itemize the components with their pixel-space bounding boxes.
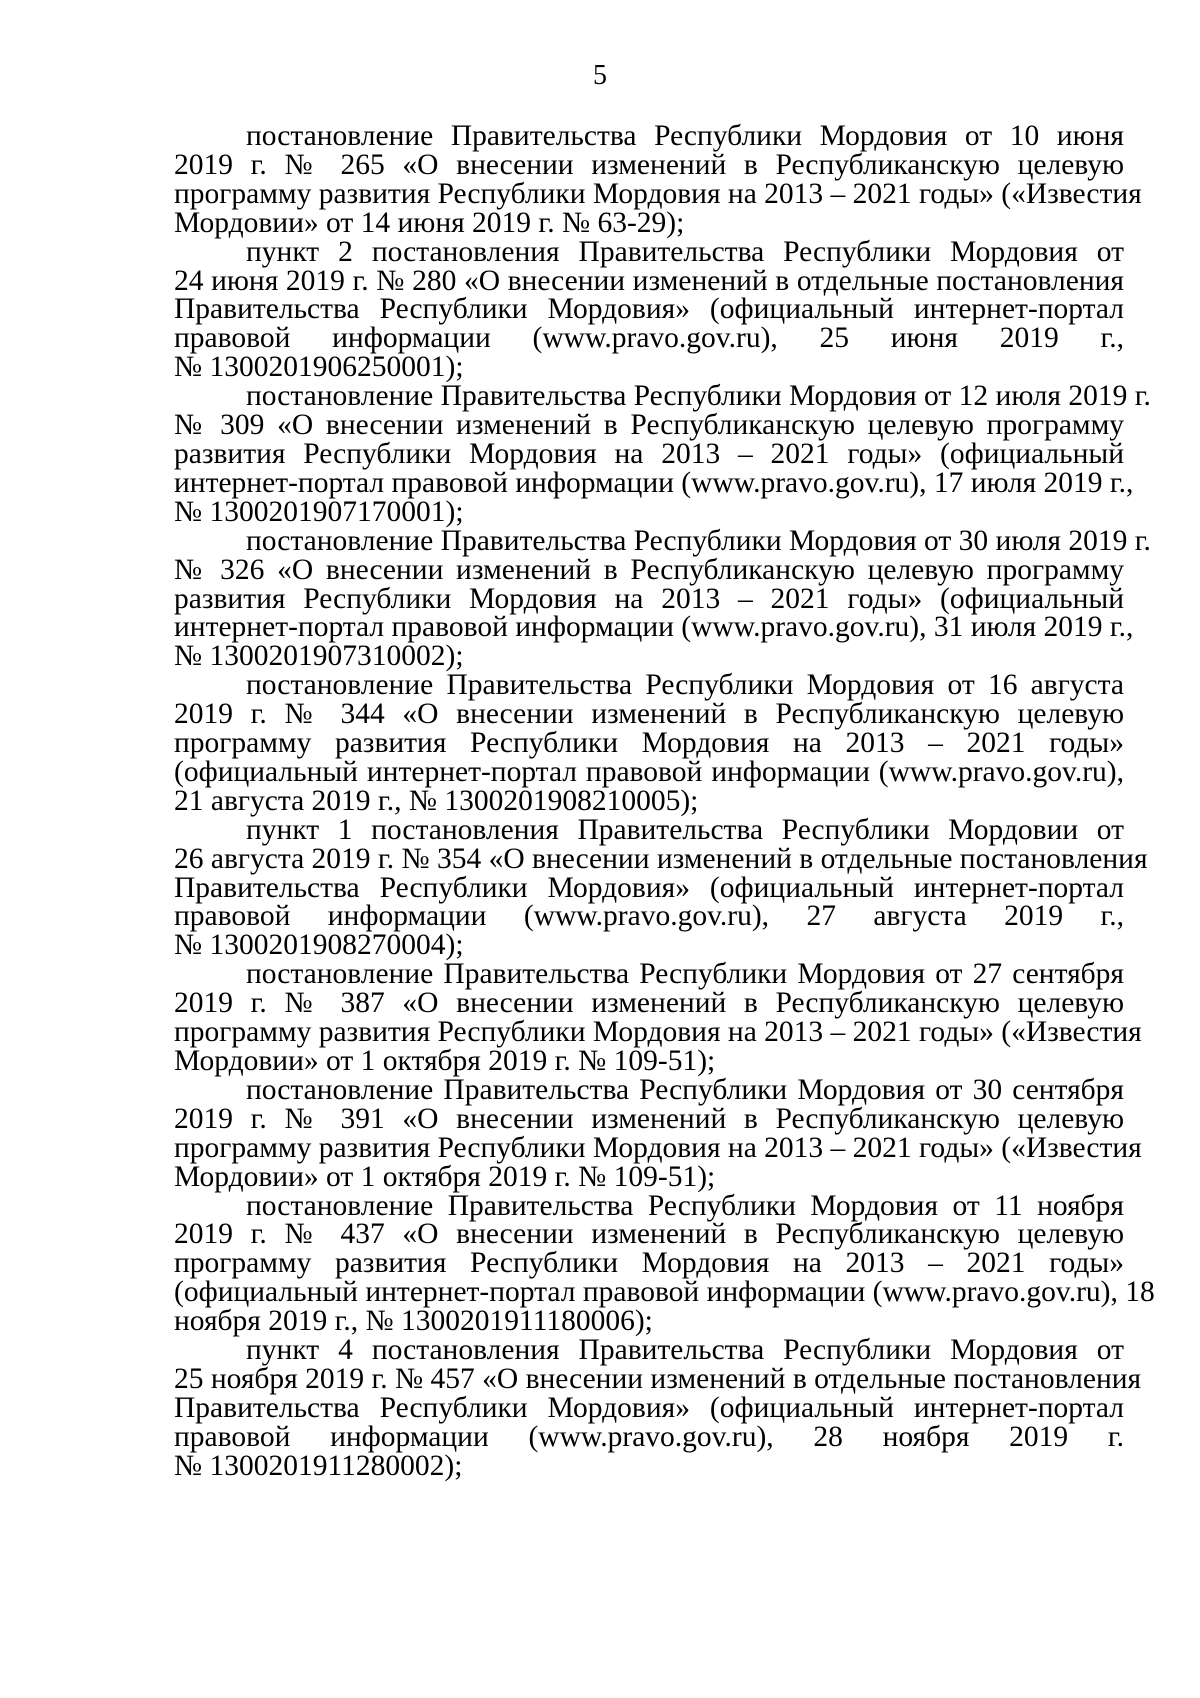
text-line: 2019 г. № 387 «О внесении изменений в Республиканскую целевую [174,987,1124,1020]
list-item [174,524,1151,673]
text-line: развития Республики Мордовия на 2013 – 2021 годы» (официальный [174,582,1124,615]
text-line: программу развития Республики Мордовия на 2013 – 2021 годы» [174,1247,1124,1280]
text-line: Мордовии» от 1 октября 2019 г. № 109-51); [174,1045,716,1077]
text-line: № 1300201908270004); [174,929,464,962]
page-number: 5 [593,60,607,91]
text-line: № 1300201907310002); [174,640,464,673]
list-item [174,380,1151,528]
text-line: № 309 «О внесении изменений в Республиканскую целевую программу [174,409,1124,442]
text-line: пункт 2 постановления Правительства Республики Мордовия от [246,235,1124,268]
text-line: Правительства Республики Мордовия» (официальный интернет-портал [174,1391,1124,1424]
list-item [174,1073,1142,1193]
text-line: постановление Правительства Республики Мордовия от 27 сентября [246,958,1124,991]
list-item [174,958,1142,1077]
text-line: (официальный интернет-портал правовой информации (www.pravo.gov.ru), [174,755,1124,788]
text-line: 2019 г. № 391 «О внесении изменений в Республиканскую целевую [174,1102,1124,1135]
text-line: 2019 г. № 265 «О внесении изменений в Республиканскую целевую [174,148,1124,181]
text-line: правовой информации (www.pravo.gov.ru), 25 июня 2019 г., [174,322,1124,355]
text-line: программу развития Республики Мордовия на 2013 – 2021 годы» («Известия [174,1131,1142,1164]
text-line: ноября 2019 г., № 1300201911180006); [174,1305,653,1338]
text-line: № 326 «О внесении изменений в Республиканскую целевую программу [174,553,1124,586]
text-line: постановление Правительства Республики Мордовия от 11 ноября [246,1189,1124,1222]
text-line: правовой информации (www.pravo.gov.ru), 27 августа 2019 г., [174,900,1124,933]
text-line: пункт 1 постановления Правительства Республики Мордовии от [246,813,1124,846]
text-line: Правительства Республики Мордовия» (официальный интернет-портал [174,293,1124,326]
list-item [174,120,1142,239]
text-line: постановление Правительства Республики Мордовия от 30 сентября [246,1073,1124,1106]
text-line: правовой информации (www.pravo.gov.ru), 28 ноября 2019 г. [174,1420,1124,1453]
text-line: постановление Правительства Республики Мордовия от 16 августа [246,669,1124,702]
text-line: № 1300201906250001); [174,351,464,384]
text-line: (официальный интернет-портал правовой информации (www.pravo.gov.ru), 18 [174,1276,1155,1309]
text-line: Мордовии» от 1 октября 2019 г. № 109-51); [174,1160,716,1193]
text-line: интернет-портал правовой информации (www.pravo.gov.ru), 31 июля 2019 г., [174,611,1134,644]
text-line: постановление Правительства Республики Мордовия от 12 июля 2019 г. [246,380,1151,413]
text-line: № 1300201907170001); [174,495,464,528]
text-line: 2019 г. № 437 «О внесении изменений в Республиканскую целевую [174,1218,1124,1251]
text-line: 2019 г. № 344 «О внесении изменений в Республиканскую целевую [174,698,1124,731]
text-line: 24 июня 2019 г. № 280 «О внесении изменений в отдельные постановления [174,264,1124,297]
text-line: 25 ноября 2019 г. № 457 «О внесении изменений в отдельные постановления [174,1362,1142,1395]
text-line: программу развития Республики Мордовия на 2013 – 2021 годы» («Известия [174,1016,1142,1049]
document-body [174,120,1155,1482]
list-item [174,813,1148,962]
text-line: развития Республики Мордовия на 2013 – 2021 годы» (официальный [174,437,1124,470]
list-item [174,671,1124,816]
list-item [174,1189,1155,1338]
text-line: программу развития Республики Мордовия на 2013 – 2021 годы» («Известия [174,177,1142,210]
text-line: постановление Правительства Республики Мордовия от 30 июля 2019 г. [246,524,1151,557]
text-line: 21 августа 2019 г., № 1300201908210005); [174,784,699,817]
text-line: Мордовии» от 14 июня 2019 г. № 63-29); [174,206,685,239]
text-line: 26 августа 2019 г. № 354 «О внесении изменений в отдельные постановления [174,842,1148,875]
text-line: постановление Правительства Республики Мордовия от 10 июня [246,120,1124,152]
text-line: Правительства Республики Мордовия» (официальный интернет-портал [174,871,1124,904]
list-item [174,1334,1142,1482]
text-line: № 1300201911280002); [174,1449,463,1482]
text-line: программу развития Республики Мордовия на 2013 – 2021 годы» [174,727,1124,760]
text-line: интернет-портал правовой информации (www.pravo.gov.ru), 17 июля 2019 г., [174,466,1134,499]
list-item [174,235,1124,384]
text-line: пункт 4 постановления Правительства Республики Мордовия от [246,1334,1124,1367]
